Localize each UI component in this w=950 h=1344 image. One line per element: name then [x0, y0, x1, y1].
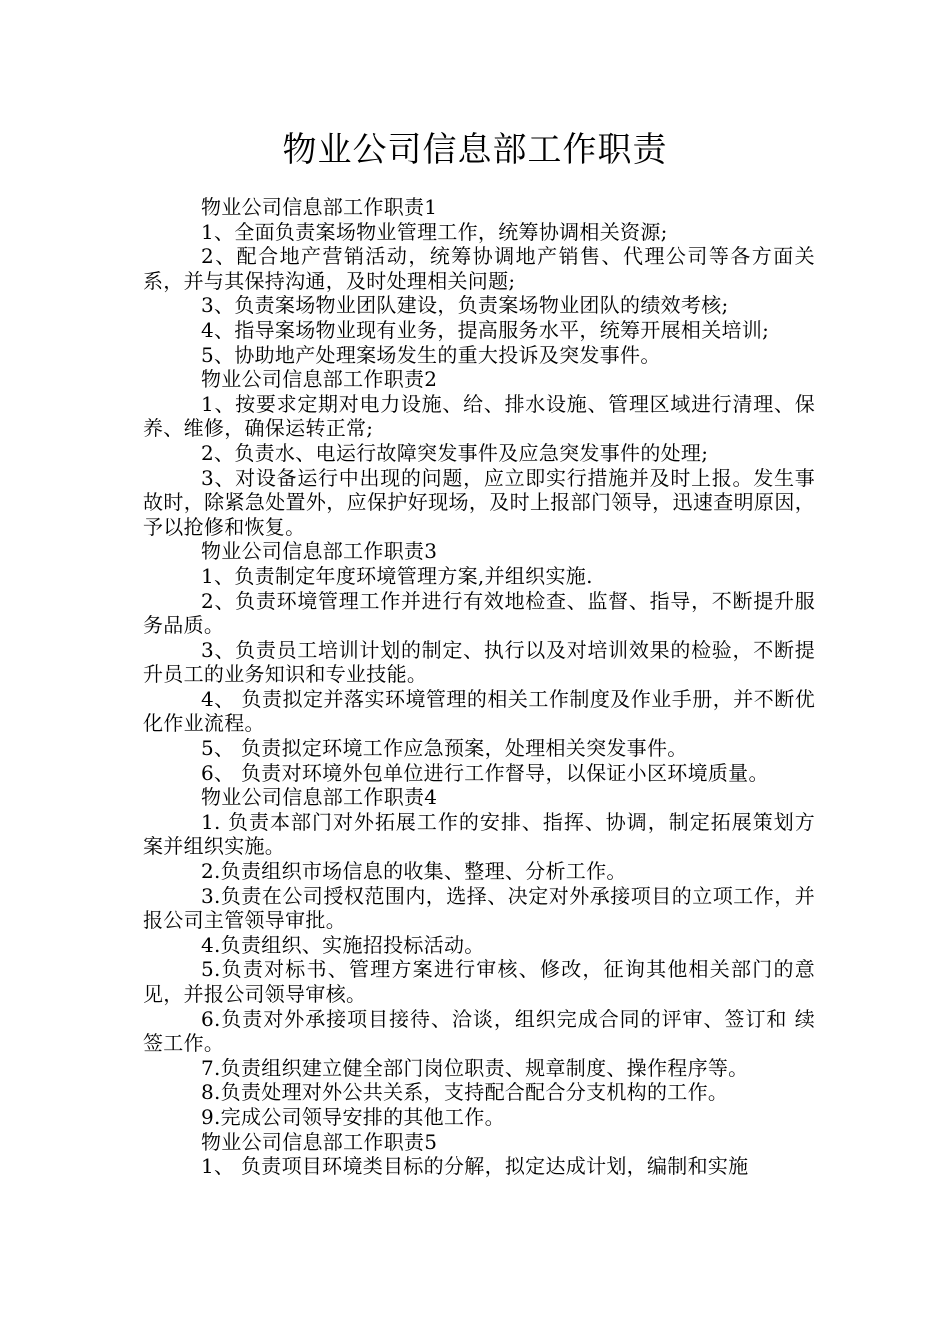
- duty-item: 2.负责组织市场信息的收集、整理、分析工作。: [201, 859, 627, 884]
- duty-item: 3、负责案场物业团队建设，负责案场物业团队的绩效考核;: [201, 293, 729, 318]
- duty-item: 2、配合地产营销活动，统筹协调地产销售、代理公司等各方面关系，并与其保持沟通，及时处理相关问题;: [143, 244, 815, 293]
- duty-item: 8.负责处理对外公共关系，支持配合配合分支机构的工作。: [201, 1080, 729, 1105]
- duty-item: 5.负责对标书、管理方案进行审核、修改，征询其他相关部门的意见，并报公司领导审核。: [143, 957, 815, 1006]
- section-heading: 物业公司信息部工作职责1: [201, 195, 438, 219]
- duty-item: 3.负责在公司授权范围内，选择、决定对外承接项目的立项工作，并报公司主管领导审批。: [143, 883, 815, 933]
- duty-item: 7.负责组织建立健全部门岗位职责、规章制度、操作程序等。: [201, 1055, 749, 1080]
- section-heading: 物业公司信息部工作职责5: [201, 1129, 438, 1154]
- duty-item: 1、全面负责案场物业管理工作，统筹协调相关资源;: [201, 219, 668, 244]
- duty-item: 3、对设备运行中出现的问题，应立即实行措施并及时上报。发生事故时，除紧急处置外，应保护好现场，及时上报部门领导，迅速查明原因，予以抢修和恢复。: [143, 465, 815, 539]
- duty-item: 6、 负责对环境外包单位进行工作督导，以保证小区环境质量。: [201, 760, 769, 785]
- duty-item: 1、按要求定期对电力设施、给、排水设施、管理区域进行清理、保养、维修，确保运转正常;: [143, 391, 815, 441]
- section-heading: 物业公司信息部工作职责2: [201, 367, 438, 392]
- duty-item: 3、负责员工培训计划的制定、执行以及对培训效果的检验，不断提升员工的业务知识和专业技能。: [143, 637, 815, 687]
- document-title: 物业公司信息部工作职责: [282, 130, 668, 170]
- duty-item: 2、负责环境管理工作并进行有效地检查、监督、指导，不断提升服务品质。: [143, 588, 815, 638]
- duty-item: 5、 负责拟定环境工作应急预案，处理相关突发事件。: [201, 736, 688, 761]
- section-heading: 物业公司信息部工作职责4: [201, 785, 438, 810]
- duty-item: 6.负责对外承接项目接待、洽谈，组织完成合同的评审、签订和 续签工作。: [143, 1006, 815, 1056]
- duty-item: 1、负责制定年度环境管理方案,并组织实施.: [201, 563, 593, 588]
- duty-item: 9.完成公司领导安排的其他工作。: [201, 1104, 505, 1129]
- duty-item: 1、 负责项目环境类目标的分解，拟定达成计划，编制和实施: [201, 1154, 749, 1179]
- document-body: [143, 195, 815, 1179]
- duty-item: 4、 负责拟定并落实环境管理的相关工作制度及作业手册，并不断优化作业流程。: [143, 686, 815, 736]
- duty-item: 1. 负责本部门对外拓展工作的安排、指挥、协调，制定拓展策划方案并组织实施。: [143, 809, 815, 859]
- section-heading: 物业公司信息部工作职责3: [201, 539, 438, 564]
- duty-item: 4、指导案场物业现有业务，提高服务水平，统筹开展相关培训;: [201, 317, 770, 342]
- duty-item: 5、协助地产处理案场发生的重大投诉及突发事件。: [201, 342, 661, 367]
- duty-item: 4.负责组织、实施招投标活动。: [201, 932, 485, 957]
- duty-item: 2、负责水、电运行故障突发事件及应急突发事件的处理;: [201, 440, 709, 465]
